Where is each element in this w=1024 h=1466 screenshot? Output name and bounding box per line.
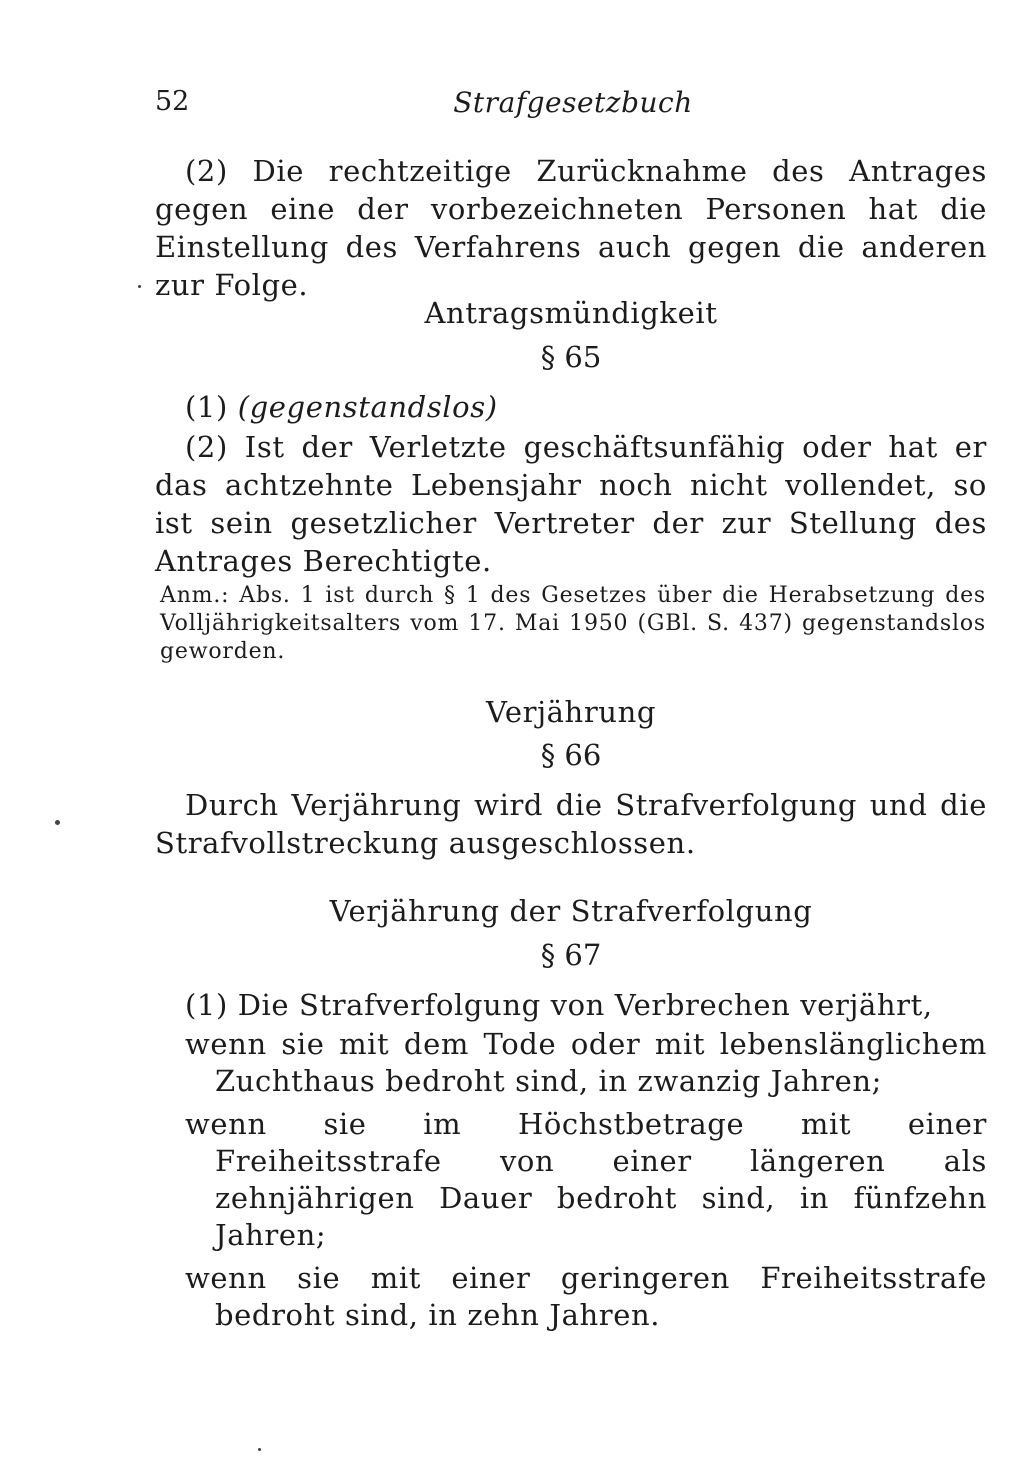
section-65-para2: (2) Ist der Verletzte geschäftsunfähig oder hat er das achtzehnte Lebensjahr noch nicht vollendet, so ist sein gesetzlicher Vertreter der zur Stellung des Antrages Berechtigte. — [155, 430, 987, 578]
section-65-annotation: Anm.: Abs. 1 ist durch § 1 des Gesetzes über die Herabsetzung des Volljährigkeitsalters vom 17. Mai 1950 (GBl. S. 437) gegenstandslos geworden. — [160, 583, 986, 664]
section-66-heading: Verjährung — [485, 695, 657, 729]
section-65-para2-block — [155, 428, 987, 580]
intro-block — [155, 152, 987, 304]
section-65-para1-number: (1) — [185, 390, 228, 424]
page-number: 52 — [155, 86, 190, 117]
section-67-items — [155, 1026, 987, 1334]
section-67-heading: Verjährung der Strafverfolgung — [329, 894, 813, 928]
page-header — [155, 86, 984, 126]
section-66-paragraph: Durch Verjährung wird die Strafverfolgung und die Strafvollstreckung ausgeschlossen. — [155, 788, 987, 860]
running-title: Strafgesetzbuch — [453, 86, 693, 119]
section-66-number: § 66 — [540, 738, 602, 772]
intro-paragraph: (2) Die rechtzeitige Zurücknahme des Antrages gegen eine der vorbezeichneten Personen hat die Einstellung des Verfahrens auch gegen die anderen zur Folge. — [155, 154, 987, 302]
section-67-item-1: wenn sie mit dem Tode oder mit lebenslänglichem Zuchthaus bedroht sind, in zwanzig Jahren; — [185, 1027, 987, 1098]
section-67-block — [155, 986, 987, 1334]
section-65-para1-text: (gegenstandslos) — [237, 390, 498, 424]
scan-speck — [55, 820, 60, 825]
section-65-number: § 65 — [540, 340, 602, 374]
scan-speck — [258, 1448, 261, 1451]
scan-speck — [138, 285, 141, 288]
section-67-item-3: wenn sie mit einer geringeren Freiheitsstrafe bedroht sind, in zehn Jahren. — [185, 1261, 987, 1332]
section-65-heading: Antragsmündigkeit — [424, 296, 718, 330]
section-66-block — [155, 786, 987, 862]
section-67-item-2: wenn sie im Höchstbetrage mit einer Freiheitsstrafe von einer längeren als zehnjährigen Dauer bedroht sind, in fünfzehn Jahren; — [185, 1107, 987, 1252]
section-67-lead: (1) Die Strafverfolgung von Verbrechen verjährt, — [185, 988, 933, 1022]
section-67-number: § 67 — [540, 938, 602, 972]
section-65-para1 — [155, 388, 987, 426]
